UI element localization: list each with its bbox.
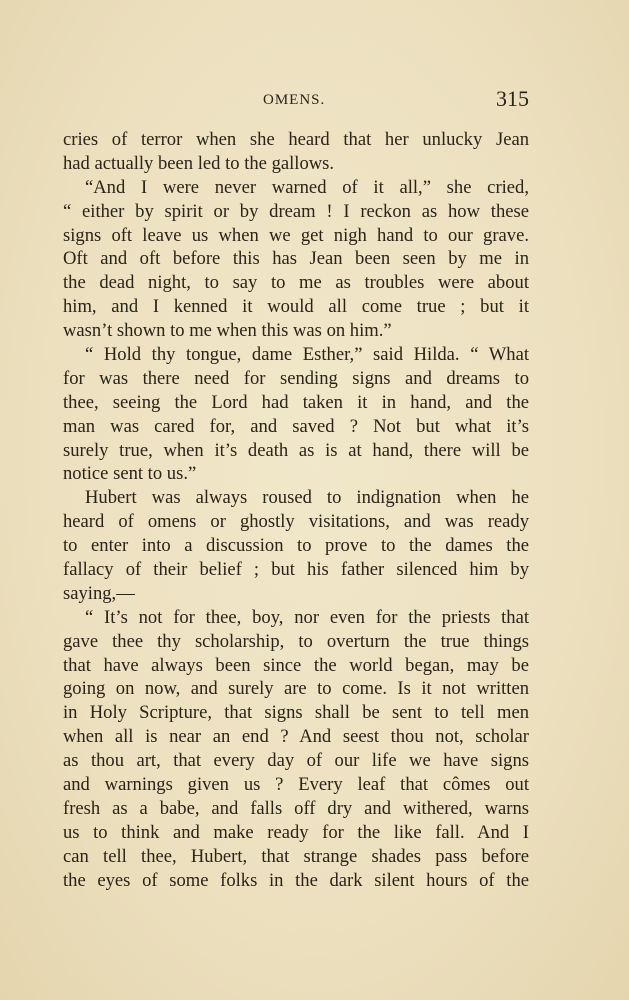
text-line: him, and I kenned it would all come true ; but it — [63, 296, 529, 318]
text-line: heard of omens or ghostly visitations, and was ready — [63, 511, 529, 533]
text-line: had actually been led to the gallows. — [63, 152, 335, 174]
text-line: saying,— — [63, 582, 135, 604]
text-line: “ either by spirit or by dream ! I reckon as how these — [63, 200, 529, 222]
running-head — [63, 86, 529, 114]
text-line: thee, seeing the Lord had taken it in hand, and the — [63, 391, 529, 413]
text-line: surely true, when it’s death as is at hand, there will be — [63, 439, 529, 461]
text-line: the dead night, to say to me as troubles were about — [63, 272, 529, 294]
text-line: Hubert was always roused to indignation when he — [85, 487, 529, 509]
text-line: to enter into a discussion to prove to the dames the — [63, 535, 529, 557]
text-line: fresh as a babe, and falls off dry and withered, warns — [63, 797, 529, 819]
text-line: in Holy Scripture, that signs shall be sent to tell men — [63, 702, 529, 724]
text-line: for was there need for sending signs and dreams to — [63, 367, 529, 389]
chapter-title: OMENS. — [263, 92, 326, 108]
text-line: cries of terror when she heard that her unlucky Jean — [63, 129, 529, 150]
text-line: signs oft leave us when we get nigh hand to our grave. — [63, 224, 529, 246]
text-line: us to think and make ready for the like fall. And I — [63, 821, 529, 843]
text-line: going on now, and surely are to come. Is it not written — [63, 678, 529, 700]
text-line: man was cared for, and saved ? Not but what it’s — [63, 415, 529, 437]
text-line: gave thee thy scholarship, to overturn the true things — [63, 630, 529, 652]
text-line: and warnings given us ? Every leaf that cômes out — [63, 774, 529, 796]
text-line: “And I were never warned of it all,” she cried, — [85, 176, 529, 198]
text-line: wasn’t shown to me when this was on him.” — [63, 320, 392, 342]
text-line: can tell thee, Hubert, that strange shades pass before — [63, 845, 529, 867]
text-line: “ It’s not for thee, boy, nor even for the priests that — [85, 606, 529, 628]
text-line: when all is near an end ? And seest thou not, scholar — [63, 726, 529, 748]
body-text — [63, 128, 529, 893]
text-line: the eyes of some folks in the dark silent hours of the — [63, 869, 529, 891]
text-line: Oft and oft before this has Jean been seen by me in — [63, 248, 529, 270]
page-number: 315 — [496, 86, 529, 111]
text-line: as thou art, that every day of our life we have signs — [63, 750, 529, 772]
text-line: fallacy of their belief ; but his father silenced him by — [63, 559, 529, 581]
text-line: notice sent to us.” — [63, 463, 197, 485]
text-line: that have always been since the world began, may be — [63, 654, 529, 676]
text-line: “ Hold thy tongue, dame Esther,” said Hilda. “ What — [85, 344, 529, 366]
